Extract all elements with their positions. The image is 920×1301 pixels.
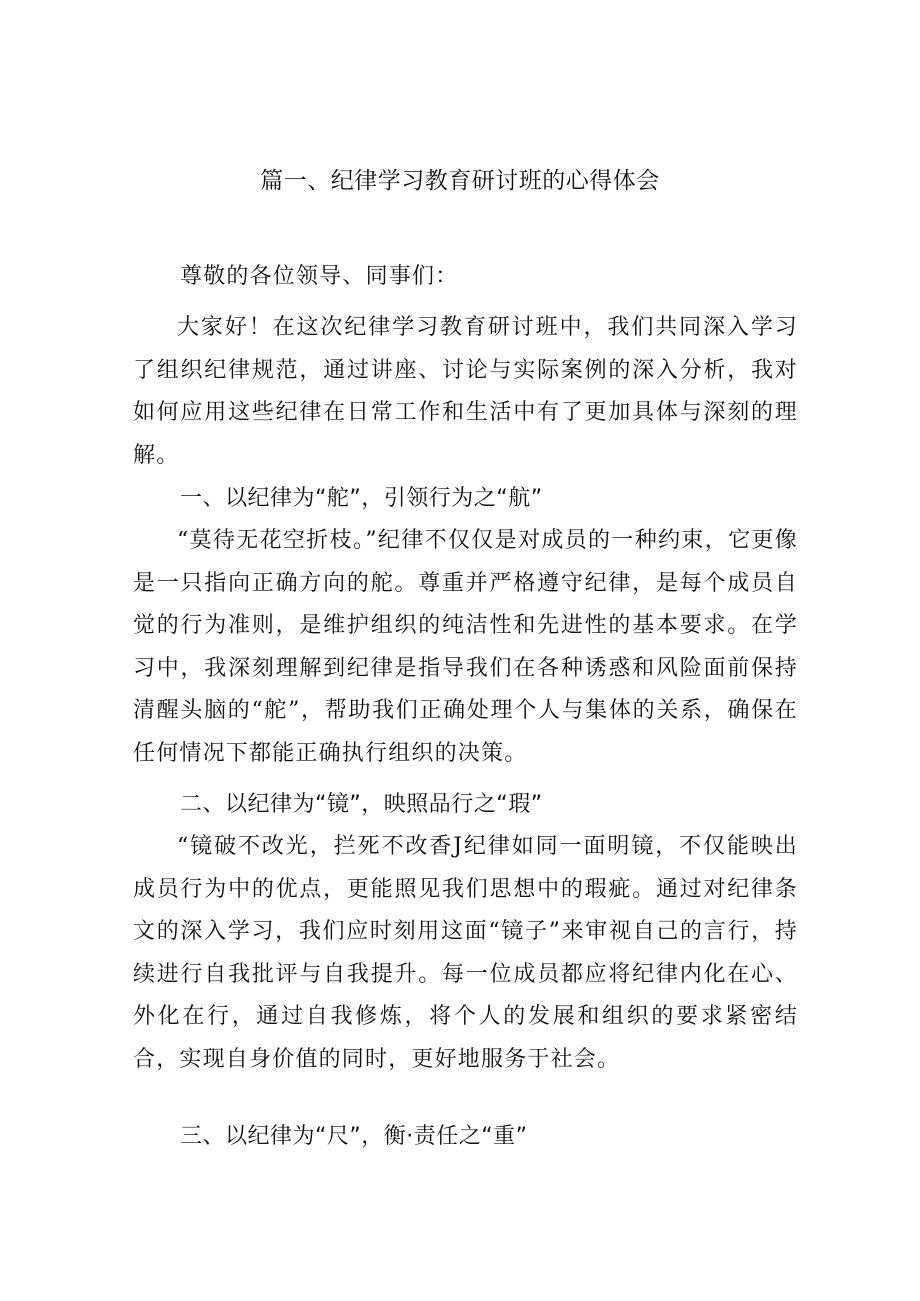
section-heading-2: 二、以纪律为“镜”，映照品行之“瑕” <box>180 792 543 817</box>
document-title: 篇一、纪律学习教育研讨班的心得体会 <box>260 168 660 194</box>
section-paragraph-2: “镜破不改光，拦死不改香J纪律如同一面明镜，不仅能映出成员行为中的优点，更能照见我们思想中的瑕疵。通过对纪律条文的深入学习，我们应时刻用这面“镜子”来审视自己的言行，持续进行自我批评与自我提升。每一位成员都应将纪律内化在心、外化在行，通过自我修炼，将个人的发展和组织的要求紧密结合，实现自身价值的同时，更好地服务于社会。 <box>133 834 798 1072</box>
section-heading-3: 三、以纪律为“尺”，衡·责任之“重” <box>180 1124 528 1149</box>
section-paragraph-1: “莫待无花空折枝。”纪律不仅仅是对成员的一种约束，它更像是一只指向正确方向的舵。尊重并严格遵守纪律，是每个成员自觉的行为准则，是维护组织的纯洁性和先进性的基本要求。在学习中，我深刻理解到纪律是指导我们在各种诱惑和风险面前保持清醒头脑的“舵”，帮助我们正确处理个人与集体的关系，确保在任何情况下都能正确执行组织的决策。 <box>133 528 798 766</box>
greeting: 尊敬的各位领导、同事们： <box>180 264 459 289</box>
intro-paragraph: 大家好！在这次纪律学习教育研讨班中，我们共同深入学习了组织纪律规范，通过讲座、讨论与实际案例的深入分析，我对如何应用这些纪律在日常工作和生活中有了更加具体与深刻的理解。 <box>133 315 798 468</box>
section-heading-1: 一、以纪律为“舵”，引领行为之“航” <box>180 486 543 511</box>
